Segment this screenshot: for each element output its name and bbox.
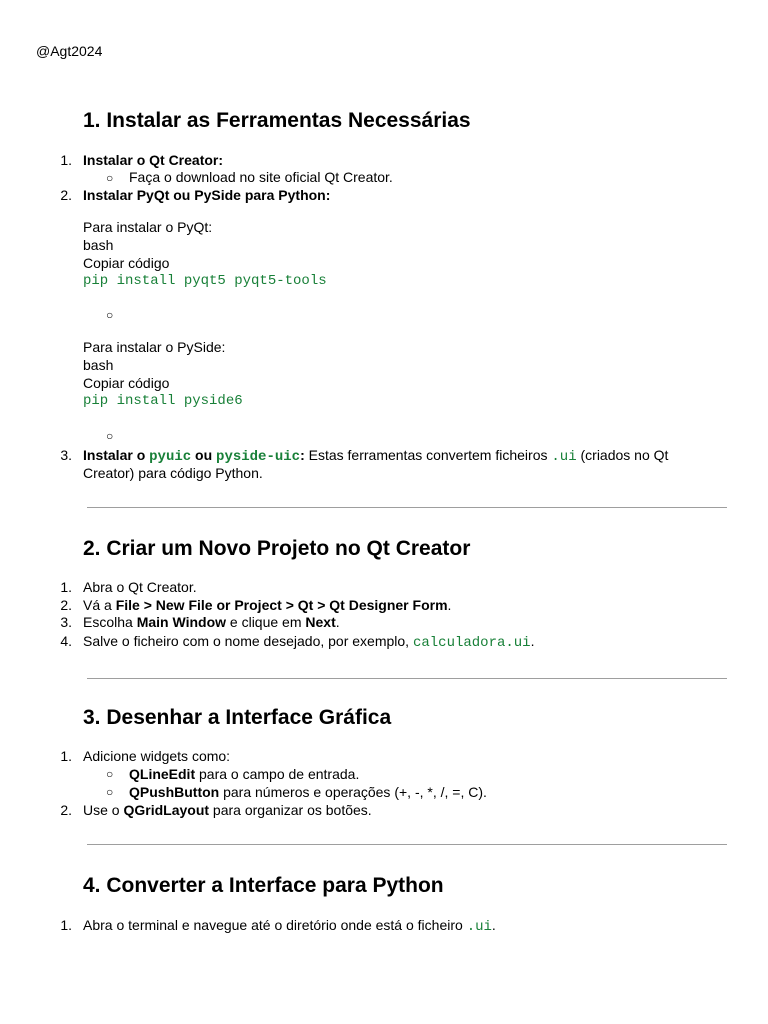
pyqt-intro: Para instalar o PyQt: (83, 219, 213, 235)
list-number: 3. (60, 614, 72, 630)
list-item-install-qt (83, 151, 223, 169)
list-item (83, 596, 451, 614)
code-language-label: bash (83, 357, 114, 373)
inline-code: calculadora.ui (412, 635, 531, 651)
list-item-install-pyqt (83, 186, 330, 204)
copy-code-button[interactable]: Copiar código (83, 255, 170, 271)
sub-item (129, 765, 359, 783)
list-item-text-continued: Creator) para código Python. (83, 465, 263, 481)
sub-item-download: Faça o download no site oficial Qt Creator. (129, 169, 393, 185)
bullet-icon: ○ (106, 785, 114, 799)
inline-code: pyuic (149, 449, 192, 465)
widget-name: QGridLayout (123, 802, 210, 818)
list-item-label: : (300, 447, 305, 463)
list-item-text: (criados no Qt (576, 447, 669, 463)
list-item-text: . (335, 614, 340, 630)
divider (87, 507, 727, 508)
list-item-text: para organizar os botões. (209, 802, 372, 818)
emphasis: Next (305, 614, 336, 630)
list-item-text: Escolha (83, 614, 137, 630)
author-handle: @Agt2024 (36, 43, 103, 59)
list-item-text: . (491, 917, 496, 933)
list-number: 2. (60, 597, 72, 613)
divider (87, 678, 727, 679)
list-item (83, 632, 534, 652)
list-number: 1. (60, 579, 72, 595)
list-item-text: Estas ferramentas convertem ficheiros (304, 447, 552, 463)
divider (87, 844, 727, 845)
list-item: Abra o Qt Creator. (83, 579, 197, 595)
list-number: 2. (60, 187, 72, 203)
list-item: Adicione widgets como: (83, 748, 231, 764)
code-block-pyside: pip install pyside6 (83, 393, 243, 409)
list-number: 4. (60, 633, 72, 649)
section-1-title: 1. Instalar as Ferramentas Necessárias (83, 109, 471, 132)
list-item-label: ou (191, 447, 217, 463)
list-item-text: . (447, 597, 452, 613)
list-number: 2. (60, 802, 72, 818)
section-3-title: 3. Desenhar a Interface Gráfica (83, 706, 392, 729)
bullet-icon: ○ (106, 767, 114, 781)
bullet-icon: ○ (106, 429, 114, 443)
list-item-label: Instalar o Qt Creator: (83, 152, 224, 168)
inline-code: .ui (466, 919, 492, 935)
pyside-intro: Para instalar o PySide: (83, 339, 226, 355)
bullet-icon: ○ (106, 308, 114, 322)
list-item-install-uic (83, 446, 668, 466)
list-item-text: Vá a (83, 597, 116, 613)
menu-path: File > New File or Project > Qt > Qt Designer Form (115, 597, 448, 613)
code-language-label: bash (83, 237, 114, 253)
list-item-label: Instalar o (83, 447, 150, 463)
list-number: 1. (60, 748, 72, 764)
list-item-text: e clique em (226, 614, 306, 630)
section-2-title: 2. Criar um Novo Projeto no Qt Creator (83, 537, 471, 560)
code-block-pyqt: pip install pyqt5 pyqt5-tools (83, 273, 327, 289)
bullet-icon: ○ (106, 171, 114, 185)
inline-code: .ui (551, 449, 577, 465)
widget-name: QPushButton (129, 784, 220, 800)
section-4-title: 4. Converter a Interface para Python (83, 874, 444, 897)
emphasis: Main Window (136, 614, 227, 630)
list-item (83, 801, 372, 819)
list-number: 1. (60, 152, 72, 168)
list-item-label: Instalar PyQt ou PySide para Python: (83, 187, 331, 203)
list-item (83, 613, 340, 631)
list-item-text: Abra o terminal e navegue até o diretório onde está o ficheiro (83, 917, 467, 933)
list-item (83, 916, 496, 936)
list-item-text: Salve o ficheiro com o nome desejado, por exemplo, (83, 633, 413, 649)
copy-code-button[interactable]: Copiar código (83, 375, 170, 391)
list-item-text: para números e operações (+, -, *, /, =, C). (219, 784, 487, 800)
list-item-text: Use o (83, 802, 124, 818)
list-item-text: . (530, 633, 535, 649)
list-number: 3. (60, 447, 72, 463)
list-item-text: para o campo de entrada. (195, 766, 360, 782)
sub-item (129, 783, 487, 801)
inline-code: pyside-uic (216, 449, 301, 465)
widget-name: QLineEdit (129, 766, 196, 782)
list-number: 1. (60, 917, 72, 933)
